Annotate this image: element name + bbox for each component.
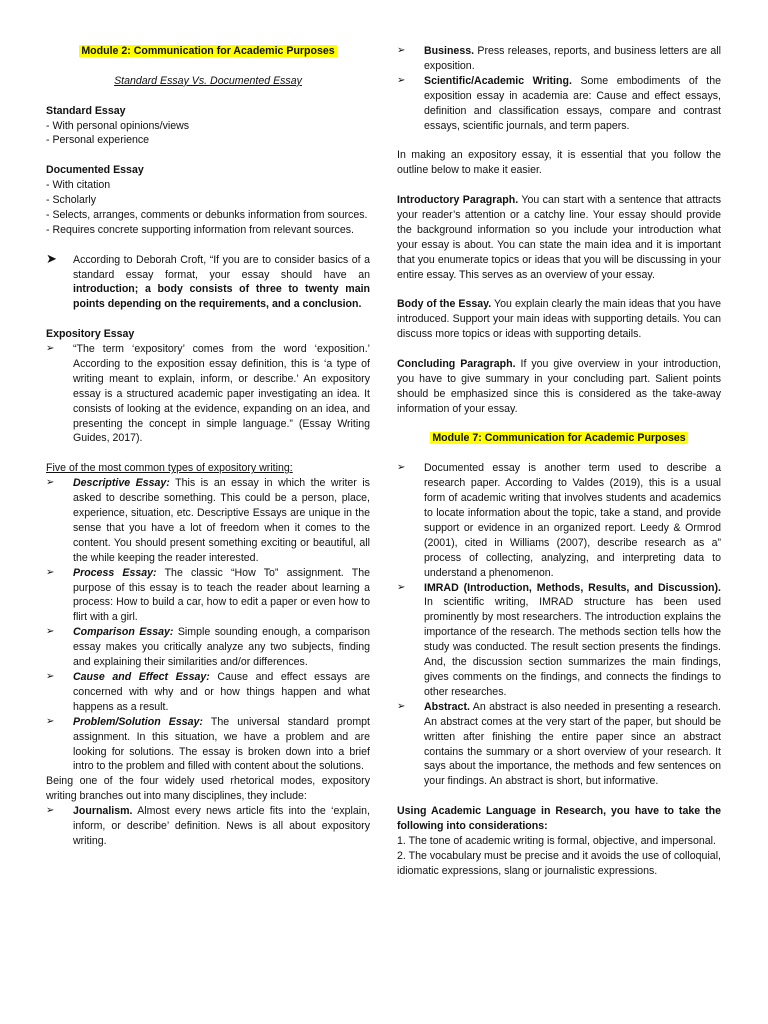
paragraph-text: You explain clearly the main ideas that you have introduced. Support your main ideas with supporting details. You can discuss more topics or ideas with supporting details. [397,298,721,341]
module-2-title [46,44,370,59]
arrow-bullet-icon: ➢ [46,343,55,355]
type-item-cause-effect [46,670,370,715]
discipline-text: Press releases, reports, and business letters are all exposition. [424,45,721,72]
arrow-bullet-icon: ➢ [397,462,406,474]
academic-language-heading: Using Academic Language in Research, you have to take the following into considerations: [397,805,721,833]
types-heading: Five of the most common types of expository writing: [46,462,293,475]
module-7-title [397,431,721,446]
discipline-term: Scientific/Academic Writing. [424,74,572,87]
croft-bold-text: introduction; a body consists of three to twenty main points depending on the requirements, and a conclusion. [73,283,370,311]
imrad-term: IMRAD (Introduction, Methods, Results, and Discussion). [424,581,721,594]
module-7-title-text: Module 7: Communication for Academic Purposes [432,432,686,445]
concluding-paragraph [397,357,721,417]
paragraph-term: Concluding Paragraph. [397,357,516,370]
documented-essay-item: - Scholarly [46,194,97,207]
arrow-bullet-icon: ➢ [46,670,55,682]
type-text: The classic “How To” assignment. The purpose of this essay is to teach the reader about learning a process: How to build a car, how to edit a paper or even how to flirt with a girl. [73,566,370,624]
discipline-text: Some embodiments of the exposition essay in academia are: Cause and effect essays, definition and classification essays, compare and contrast essays, scientific journals, and term papers. [424,74,721,132]
documented-essay-item: - With citation [46,179,111,192]
documented-essay-item: - Requires concrete supporting information from relevant sources. [46,223,354,236]
type-term: Comparison Essay: [73,626,174,639]
imrad-text: In scientific writing, IMRAD structure has been used prominently by most researchers. The introduction explains the importance of the research. The methods section tells how the study was conducted. The result section presents the findings. And, the discussion section summarizes the main findings, gives comments on the findings, and connects the findings to other researches. [424,596,721,698]
rhetorical-modes-text: Being one of the four widely used rhetorical modes, expository writing branches out into many disciplines, they include: [46,775,370,803]
documented-essay-item: - Selects, arranges, comments or debunks information from sources. [46,208,368,221]
arrow-bullet-icon: ➢ [397,581,406,593]
documented-essay-text: Documented essay is another term used to describe a research paper. According to Valdes (2019), this is a usual form of academic writing that involves students and academics to locate information about the topic, take a stand, and provide support or evidence in an organized report. Leedy & Ormrod (2001), cited in Williams (2007), describe research as a” process of collecting, analyzing, and interpreting data to understand a phenomenon. [424,462,721,579]
arrow-bullet-icon: ➢ [46,805,55,817]
type-item-process [46,566,370,626]
type-text: This is an essay in which the writer is asked to describe something. This could be a person, place, experience, situation, etc. Descriptive Essays are unique in the sense that you have a lot of freedom when it comes to the content. You should present something exciting or beautiful, all the while keeping the reader interested. [73,477,370,564]
outline-intro-text: In making an expository essay, it is essential that you follow the outline below to make it easier. [397,149,721,177]
type-item-comparison [46,625,370,670]
abstract-term: Abstract. [424,700,470,713]
right-column [397,44,721,879]
standard-essay-heading: Standard Essay [46,104,126,117]
paragraph-term: Body of the Essay. [397,298,492,311]
type-text: The universal standard prompt assignment. In this situation, we have a problem and are looking for solutions. The essay is broken down into a brief intro to the problem and filled with content about the solutions. [73,715,370,773]
croft-bullet [46,253,370,313]
introductory-paragraph [397,193,721,282]
standard-essay-item: - With personal opinions/views [46,119,190,132]
abstract-bullet [397,700,721,789]
imrad-bullet [397,581,721,700]
type-text: Simple sounding enough, a comparison essay makes you critically analyze any two subjects, finding and explaining their similarities and/or differences. [73,626,370,669]
expository-bullet [46,342,370,446]
paragraph-text: You can start with a sentence that attracts your reader’s attention or a catchy line. Your essay should provide the background information so you include your introduction what your essay is about. You can state the main idea and it is important that you enumerate topics or ideas that you will be discussing in your entire essay. This serves as an overview of your essay. [397,194,722,281]
expository-text: “The term ‘expository’ comes from the word ‘exposition.’ According to the exposition essay definition, this is ‘a type of writing meant to explain, inform, or describe.’ An expository essay is a structured academic paper investigating an idea. It consists of looking at the evidence, expanding on an idea, and presenting the concept in simple language.” (Essay Writing Guides, 2017). [73,343,370,445]
body-paragraph [397,297,721,342]
arrow-bullet-icon: ➢ [46,715,55,727]
arrow-bullet-icon: ➤ [46,251,57,267]
discipline-term: Journalism. [73,805,133,818]
module-2-title-text: Module 2: Communication for Academic Purposes [81,45,335,57]
arrow-bullet-icon: ➢ [46,626,55,638]
type-term: Problem/Solution Essay: [73,715,203,728]
paragraph-text: If you give overview in your introduction, you have to give summary in your concluding part. Salient points should be emphasized since this is considered as the take-away information of your essay. [397,357,722,415]
paragraph-term: Introductory Paragraph. [397,194,519,207]
arrow-bullet-icon: ➢ [46,566,55,578]
page-subtitle: Standard Essay Vs. Documented Essay [114,74,302,87]
type-item-problem-solution [46,715,370,775]
type-text: Cause and effect essays are concerned with why and or how things happen and what happens as a result. [73,670,370,713]
croft-text: According to Deborah Croft, “If you are to consider basics of a standard essay format, your essay should have an [73,253,370,281]
expository-essay-heading: Expository Essay [46,328,135,341]
arrow-bullet-icon: ➢ [397,74,406,86]
academic-language-item: 1. The tone of academic writing is formal, objective, and impersonal. [397,834,716,847]
discipline-journalism [46,804,370,849]
arrow-bullet-icon: ➢ [397,45,406,56]
type-term: Process Essay: [73,566,157,579]
academic-language-item: 2. The vocabulary must be precise and it avoids the use of colloquial, idiomatic expressions, slang or journalistic expressions. [397,849,721,877]
discipline-business [397,44,721,74]
discipline-term: Business. [424,45,475,57]
left-column [46,44,370,849]
type-item-descriptive [46,476,370,565]
type-term: Descriptive Essay: [73,477,170,490]
arrow-bullet-icon: ➢ [46,477,55,489]
arrow-bullet-icon: ➢ [397,700,406,712]
documented-essay-heading: Documented Essay [46,164,144,177]
standard-essay-item: - Personal experience [46,134,150,147]
type-term: Cause and Effect Essay: [73,670,210,683]
documented-essay-bullet [397,461,721,580]
abstract-text: An abstract is also needed in presenting a research. An abstract comes at the very start of the paper, but should be written after finishing the entire paper since an abstract contains the summary or a short overview of your research. It says about the importance, the methods and few sentences on your findings. An abstract is short, but informative. [424,700,721,788]
discipline-scientific [397,74,721,134]
discipline-text: Almost every news article fits into the ‘explain, inform, or describe’ definition. News is all about expository writing. [73,805,370,847]
